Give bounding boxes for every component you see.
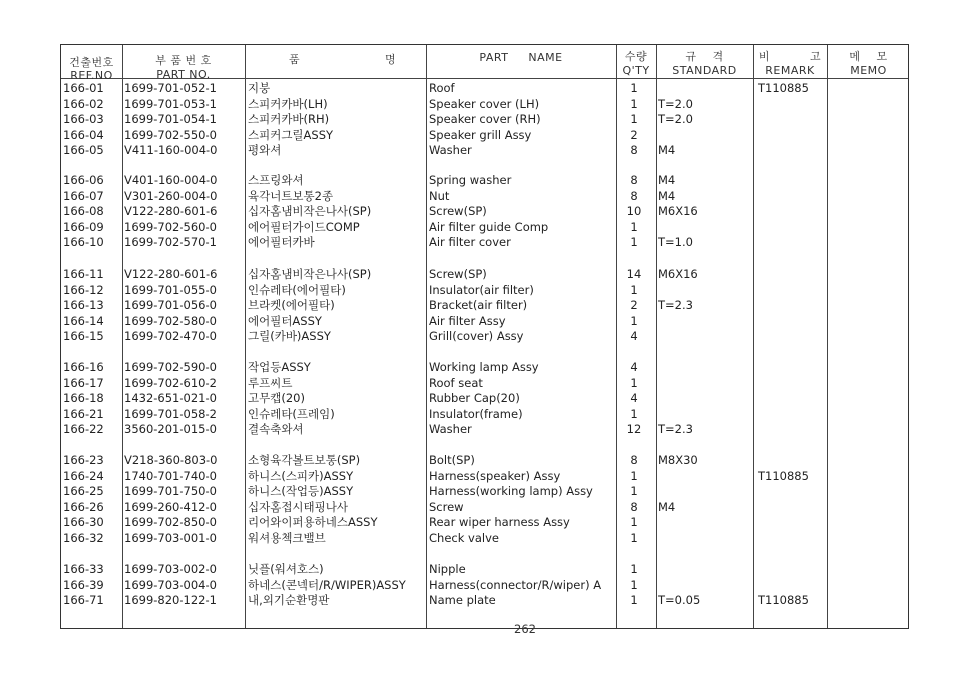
qty-cell: 1 (630, 313, 638, 328)
standard-cell: T=2.3 (658, 298, 693, 313)
korean-name-cell: 십자홈접시태핑나사 (248, 499, 348, 514)
korean-name-cell: 지붕 (248, 81, 271, 95)
ref-no-cell: 166-14 (63, 313, 104, 328)
ref-no-cell: 166-10 (63, 235, 104, 250)
parts-table (60, 44, 909, 629)
part-no-cell: 1699-702-610-2 (124, 375, 217, 390)
part-no-cell: V401-160-004-0 (124, 173, 218, 187)
ref-no-cell: 166-09 (63, 219, 104, 234)
standard-cell: M8X30 (658, 453, 698, 467)
ref-no-cell: 166-17 (63, 375, 104, 390)
qty-cell: 4 (630, 329, 638, 344)
qty-cell: 12 (626, 422, 642, 437)
part-name-cell: Roof seat (429, 375, 483, 390)
ref-no-cell: 166-71 (63, 593, 104, 608)
header-std-eng: STANDARD (672, 64, 737, 77)
column-divider (122, 45, 123, 628)
standard-cell: M4 (658, 173, 676, 187)
part-no-cell: 1699-820-122-1 (124, 593, 217, 608)
part-no-cell: 1699-703-004-0 (124, 577, 217, 592)
part-name-cell: Nipple (429, 562, 466, 576)
part-name-cell: Air filter guide Comp (429, 219, 549, 234)
header-part-name: PART NAME (479, 51, 563, 64)
standard-cell: M6X16 (658, 204, 698, 219)
part-name-cell: Nut (429, 188, 450, 203)
part-no-cell: 1699-701-053-1 (124, 96, 217, 111)
part-name-cell: Bracket(air filter) (429, 298, 528, 313)
standard-cell: M6X16 (658, 267, 698, 281)
korean-name-cell: 하니스(작업등)ASSY (248, 484, 354, 499)
standard-cell: T=2.0 (658, 112, 693, 127)
korean-name-cell: 그릴(카바)ASSY (248, 329, 331, 344)
korean-name-cell: 리어와이퍼용하네스ASSY (248, 515, 378, 530)
korean-name-cell: 육각너트보통2종 (248, 188, 334, 203)
qty-cell: 4 (630, 391, 638, 406)
qty-cell: 1 (630, 406, 638, 421)
header-std-kor: 규 격 (685, 50, 724, 63)
qty-cell: 1 (630, 515, 638, 530)
part-name-cell: Air filter Assy (429, 313, 506, 328)
ref-no-cell: 166-21 (63, 406, 104, 421)
part-no-cell: 1699-701-750-0 (124, 484, 217, 499)
part-name-cell: Screw(SP) (429, 267, 487, 281)
header-name-kor-left: 품 (289, 53, 301, 66)
korean-name-cell: 브라켓(에어필타) (248, 298, 335, 313)
part-name-cell: Name plate (429, 593, 496, 608)
part-no-cell: V301-260-004-0 (124, 188, 218, 203)
korean-name-cell: 스피커그릴ASSY (248, 127, 334, 142)
part-name-cell: Harness(speaker) Assy (429, 468, 561, 483)
ref-no-cell: 166-04 (63, 127, 104, 142)
korean-name-cell: 에어필터ASSY (248, 313, 322, 328)
korean-name-cell: 하네스(콘넥터/R/WIPER)ASSY (248, 577, 406, 592)
ref-no-cell: 166-23 (63, 453, 104, 467)
korean-name-cell: 십자홈냄비작은나사(SP) (248, 267, 372, 281)
part-no-cell: 1699-701-058-2 (124, 406, 217, 421)
part-name-cell: Spring washer (429, 173, 512, 187)
ref-no-cell: 166-22 (63, 422, 104, 437)
part-name-cell: Speaker cover (RH) (429, 112, 541, 127)
header-ref-eng: REF.NO (70, 69, 113, 82)
column-divider (753, 45, 754, 628)
standard-cell: T=0.05 (658, 593, 701, 608)
part-no-cell: 1699-260-412-0 (124, 499, 217, 514)
part-no-cell: 1699-702-470-0 (124, 329, 217, 344)
ref-no-cell: 166-08 (63, 204, 104, 219)
korean-name-cell: 인슈레타(에어필타) (248, 282, 346, 297)
part-name-cell: Screw (429, 499, 464, 514)
ref-no-cell: 166-30 (63, 515, 104, 530)
standard-cell: M4 (658, 499, 676, 514)
remark-cell: T110885 (758, 593, 809, 608)
part-name-cell: Rubber Cap(20) (429, 391, 520, 406)
korean-name-cell: 평와셔 (248, 143, 282, 158)
part-name-cell: Air filter cover (429, 235, 511, 250)
ref-no-cell: 166-01 (63, 81, 104, 95)
part-no-cell: V218-360-803-0 (124, 453, 218, 467)
part-no-cell: 1699-702-570-1 (124, 235, 217, 250)
korean-name-cell: 에어필터가이드COMP (248, 219, 360, 234)
part-no-cell: V122-280-601-6 (124, 267, 218, 281)
header-ref-kor: 건출번호 (69, 56, 114, 69)
korean-name-cell: 에어필터카바 (248, 235, 315, 250)
header-part-no-kor: 부 품 번 호 (155, 54, 212, 67)
korean-name-cell: 스피커카바(RH) (248, 112, 330, 127)
header-memo-kor: 메 모 (849, 50, 888, 63)
remark-cell: T110885 (758, 81, 809, 95)
part-name-cell: Insulator(air filter) (429, 282, 534, 297)
qty-cell: 8 (630, 499, 638, 514)
korean-name-cell: 결속축와셔 (248, 422, 304, 437)
part-name-cell: Bolt(SP) (429, 453, 475, 467)
part-no-cell: 1699-701-052-1 (124, 81, 217, 95)
part-no-cell: 1699-701-054-1 (124, 112, 217, 127)
part-name-cell: Check valve (429, 531, 499, 545)
part-name-cell: Insulator(frame) (429, 406, 523, 421)
korean-name-cell: 하니스(스피카)ASSY (248, 468, 354, 483)
qty-cell: 2 (630, 298, 638, 313)
header-qty-kor: 수량 (624, 50, 648, 63)
ref-no-cell: 166-06 (63, 173, 104, 187)
korean-name-cell: 작업등ASSY (248, 360, 311, 374)
korean-name-cell: 루프씨트 (248, 375, 293, 390)
header-part-no-eng: PART NO. (156, 68, 211, 81)
standard-cell: T=2.0 (658, 96, 693, 111)
part-no-cell: V411-160-004-0 (124, 143, 218, 158)
header-remark-kor: 비 고 (758, 50, 822, 63)
ref-no-cell: 166-33 (63, 562, 104, 576)
column-divider (426, 45, 427, 628)
qty-cell: 8 (630, 453, 638, 467)
ref-no-cell: 166-39 (63, 577, 104, 592)
header-remark-eng: REMARK (765, 64, 815, 77)
part-no-cell: 1699-702-580-0 (124, 313, 217, 328)
ref-no-cell: 166-16 (63, 360, 104, 374)
qty-cell: 2 (630, 127, 638, 142)
part-no-cell: 1699-703-002-0 (124, 562, 217, 576)
qty-cell: 1 (630, 577, 638, 592)
standard-cell: M4 (658, 143, 676, 158)
part-no-cell: V122-280-601-6 (124, 204, 218, 219)
korean-name-cell: 인슈레타(프레임) (248, 406, 335, 421)
header-qty-eng: Q'TY (622, 64, 650, 77)
part-name-cell: Harness(working lamp) Assy (429, 484, 593, 499)
part-name-cell: Grill(cover) Assy (429, 329, 524, 344)
qty-cell: 8 (630, 143, 638, 158)
part-no-cell: 1699-702-590-0 (124, 360, 217, 374)
ref-no-cell: 166-07 (63, 188, 104, 203)
ref-no-cell: 166-32 (63, 531, 104, 545)
qty-cell: 1 (630, 593, 638, 608)
qty-cell: 1 (630, 468, 638, 483)
qty-cell: 1 (630, 484, 638, 499)
part-name-cell: Washer (429, 143, 472, 158)
qty-cell: 8 (630, 188, 638, 203)
part-name-cell: Screw(SP) (429, 204, 487, 219)
part-name-cell: Working lamp Assy (429, 360, 539, 374)
korean-name-cell: 워셔용첵크밸브 (248, 531, 326, 545)
qty-cell: 1 (630, 96, 638, 111)
ref-no-cell: 166-13 (63, 298, 104, 313)
standard-cell: T=1.0 (658, 235, 693, 250)
qty-cell: 10 (626, 204, 642, 219)
korean-name-cell: 내,외기순환명판 (248, 593, 330, 608)
ref-no-cell: 166-25 (63, 484, 104, 499)
qty-cell: 1 (630, 219, 638, 234)
part-no-cell: 1699-702-550-0 (124, 127, 217, 142)
column-divider (245, 45, 246, 628)
ref-no-cell: 166-18 (63, 391, 104, 406)
qty-cell: 1 (630, 375, 638, 390)
part-no-cell: 1432-651-021-0 (124, 391, 217, 406)
part-name-cell: Rear wiper harness Assy (429, 515, 570, 530)
ref-no-cell: 166-02 (63, 96, 104, 111)
qty-cell: 1 (630, 235, 638, 250)
korean-name-cell: 스피커카바(LH) (248, 96, 328, 111)
korean-name-cell: 닛플(워셔호스) (248, 562, 324, 576)
part-name-cell: Roof (429, 81, 455, 95)
qty-cell: 8 (630, 173, 638, 187)
qty-cell: 14 (626, 267, 642, 281)
ref-no-cell: 166-03 (63, 112, 104, 127)
standard-cell: T=2.3 (658, 422, 693, 437)
qty-cell: 1 (630, 282, 638, 297)
remark-cell: T110885 (758, 468, 809, 483)
part-name-cell: Washer (429, 422, 472, 437)
part-no-cell: 1699-701-056-0 (124, 298, 217, 313)
qty-cell: 4 (630, 360, 638, 374)
part-name-cell: Speaker cover (LH) (429, 96, 540, 111)
qty-cell: 1 (630, 112, 638, 127)
header-memo-eng: MEMO (850, 64, 887, 77)
korean-name-cell: 고무캡(20) (248, 391, 305, 406)
ref-no-cell: 166-12 (63, 282, 104, 297)
header-name-kor-right: 명 (385, 53, 397, 66)
part-no-cell: 1699-703-001-0 (124, 531, 217, 545)
part-name-cell: Speaker grill Assy (429, 127, 532, 142)
ref-no-cell: 166-26 (63, 499, 104, 514)
ref-no-cell: 166-15 (63, 329, 104, 344)
part-no-cell: 3560-201-015-0 (124, 422, 217, 437)
qty-cell: 1 (630, 81, 638, 95)
column-divider (827, 45, 828, 628)
ref-no-cell: 166-24 (63, 468, 104, 483)
part-no-cell: 1699-702-560-0 (124, 219, 217, 234)
part-name-cell: Harness(connector/R/wiper) A (429, 577, 602, 592)
part-no-cell: 1699-702-850-0 (124, 515, 217, 530)
korean-name-cell: 소형육각볼트보통(SP) (248, 453, 361, 467)
part-no-cell: 1740-701-740-0 (124, 468, 217, 483)
ref-no-cell: 166-11 (63, 267, 104, 281)
part-no-cell: 1699-701-055-0 (124, 282, 217, 297)
page-number: 262 (514, 622, 536, 636)
qty-cell: 1 (630, 562, 638, 576)
korean-name-cell: 스프링와셔 (248, 173, 304, 187)
qty-cell: 1 (630, 531, 638, 545)
standard-cell: M4 (658, 188, 676, 203)
korean-name-cell: 십자홈냄비작은나사(SP) (248, 204, 372, 219)
ref-no-cell: 166-05 (63, 143, 104, 158)
